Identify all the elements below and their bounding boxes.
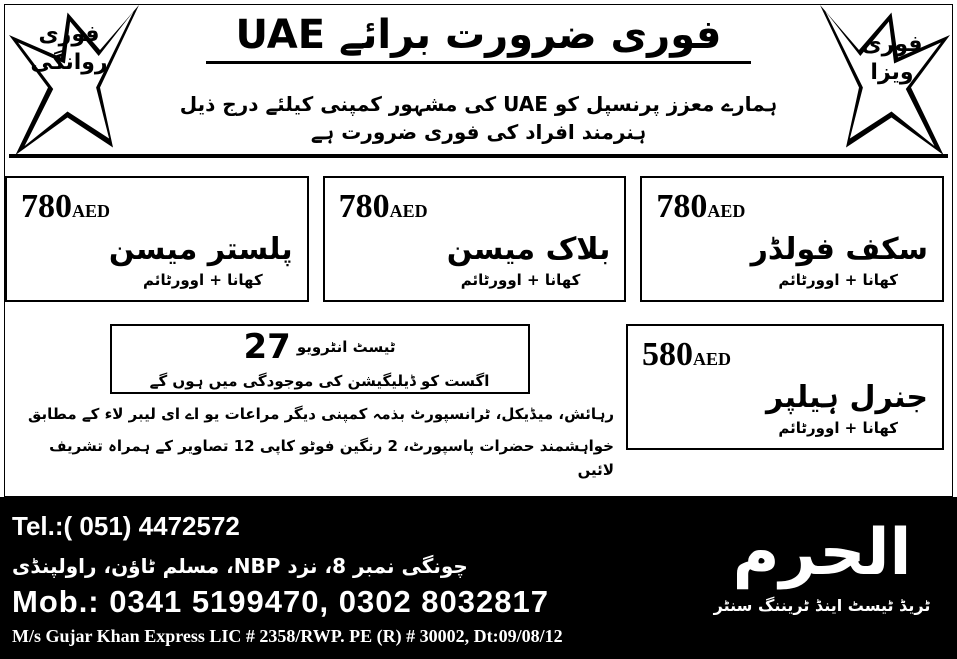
details-column <box>25 324 614 482</box>
salary: 780 <box>338 188 390 225</box>
salary-line <box>339 188 611 230</box>
salary: 580 <box>642 336 693 373</box>
tel-address-row <box>12 511 687 578</box>
interview-suffix: اگست کو ڈیلیگیشن کی موجودگی میں ہوں گے <box>149 372 490 390</box>
job-title: بلاک میسن <box>446 232 611 267</box>
salary: 780 <box>21 188 72 225</box>
salary: 780 <box>656 188 708 225</box>
ad-header <box>5 5 952 154</box>
job-card-scaffolder <box>640 176 944 302</box>
documents-note: خواہشمند حضرات پاسپورٹ، 2 رنگین فوٹو کاپی 12 تصاویر کے ہمراہ تشریف لائیں <box>49 437 614 479</box>
badge-line: ویزا <box>870 60 914 85</box>
badge-line: روانگی <box>30 50 108 75</box>
interview-prefix: ٹیسٹ انٹرویو <box>296 338 396 356</box>
job-perks: کھانا + اوورٹائم <box>143 271 263 289</box>
interview-day: 27 <box>243 327 291 367</box>
salary-line <box>21 188 293 230</box>
benefits-note: رہائش، میڈیکل، ٹرانسپورٹ بذمہ کمپنی دیگر مراعات یو اے ای لیبر لاء کے مطابق <box>27 405 614 423</box>
job-title: سکف فولڈر <box>750 232 929 267</box>
job-card-general-helper <box>626 324 944 450</box>
lower-section <box>5 302 952 496</box>
job-title: پلستر میسن <box>108 232 293 267</box>
ad-title: فوری ضرورت برائے UAE <box>206 9 752 64</box>
ad-frame <box>4 4 953 497</box>
badge-line: فوری <box>38 22 100 47</box>
badge-urgent-departure <box>19 21 119 77</box>
job-card-block-mason <box>323 176 627 302</box>
badge-urgent-visa <box>842 31 942 87</box>
currency: AED <box>707 201 746 221</box>
job-perks: کھانا + اوورٹائم <box>460 271 581 289</box>
currency: AED <box>389 201 428 221</box>
address: چونگی نمبر 8، نزد NBP، مسلم ٹاؤن، راولپنڈی <box>12 554 468 578</box>
company-logo: الحرم <box>732 516 912 590</box>
badge-line: فوری <box>861 32 923 57</box>
license-info: M/s Gujar Khan Express LIC # 2358/RWP. PE (R) # 30002, Dt:09/08/12 <box>12 626 563 646</box>
salary-line <box>656 188 928 230</box>
mobile-numbers: Mob.: 0341 5199470, 0302 8032817 <box>12 584 549 619</box>
interview-box <box>110 324 530 394</box>
job-title: جنرل ہیلپر <box>766 380 928 415</box>
job-perks: کھانا + اوورٹائم <box>778 419 898 437</box>
salary-line <box>642 336 928 378</box>
job-card-plaster-mason <box>5 176 309 302</box>
job-row <box>5 158 952 302</box>
currency: AED <box>693 349 732 369</box>
job-perks: کھانا + اوورٹائم <box>778 271 899 289</box>
contact-footer <box>0 497 957 659</box>
company-brand <box>697 511 947 647</box>
intro-text: ہمارے معزز پرنسپل کو UAE کی مشہور کمپنی کیلئے درج ذیل ہنرمند افراد کی فوری ضرورت ہے <box>179 92 778 144</box>
currency: AED <box>72 201 111 221</box>
header-center <box>145 9 812 146</box>
contact-details <box>12 511 687 647</box>
telephone: Tel.:( 051) 4472572 <box>12 511 240 541</box>
company-tagline: ٹریڈ ٹیسٹ اینڈ ٹریننگ سنٹر <box>713 596 931 615</box>
